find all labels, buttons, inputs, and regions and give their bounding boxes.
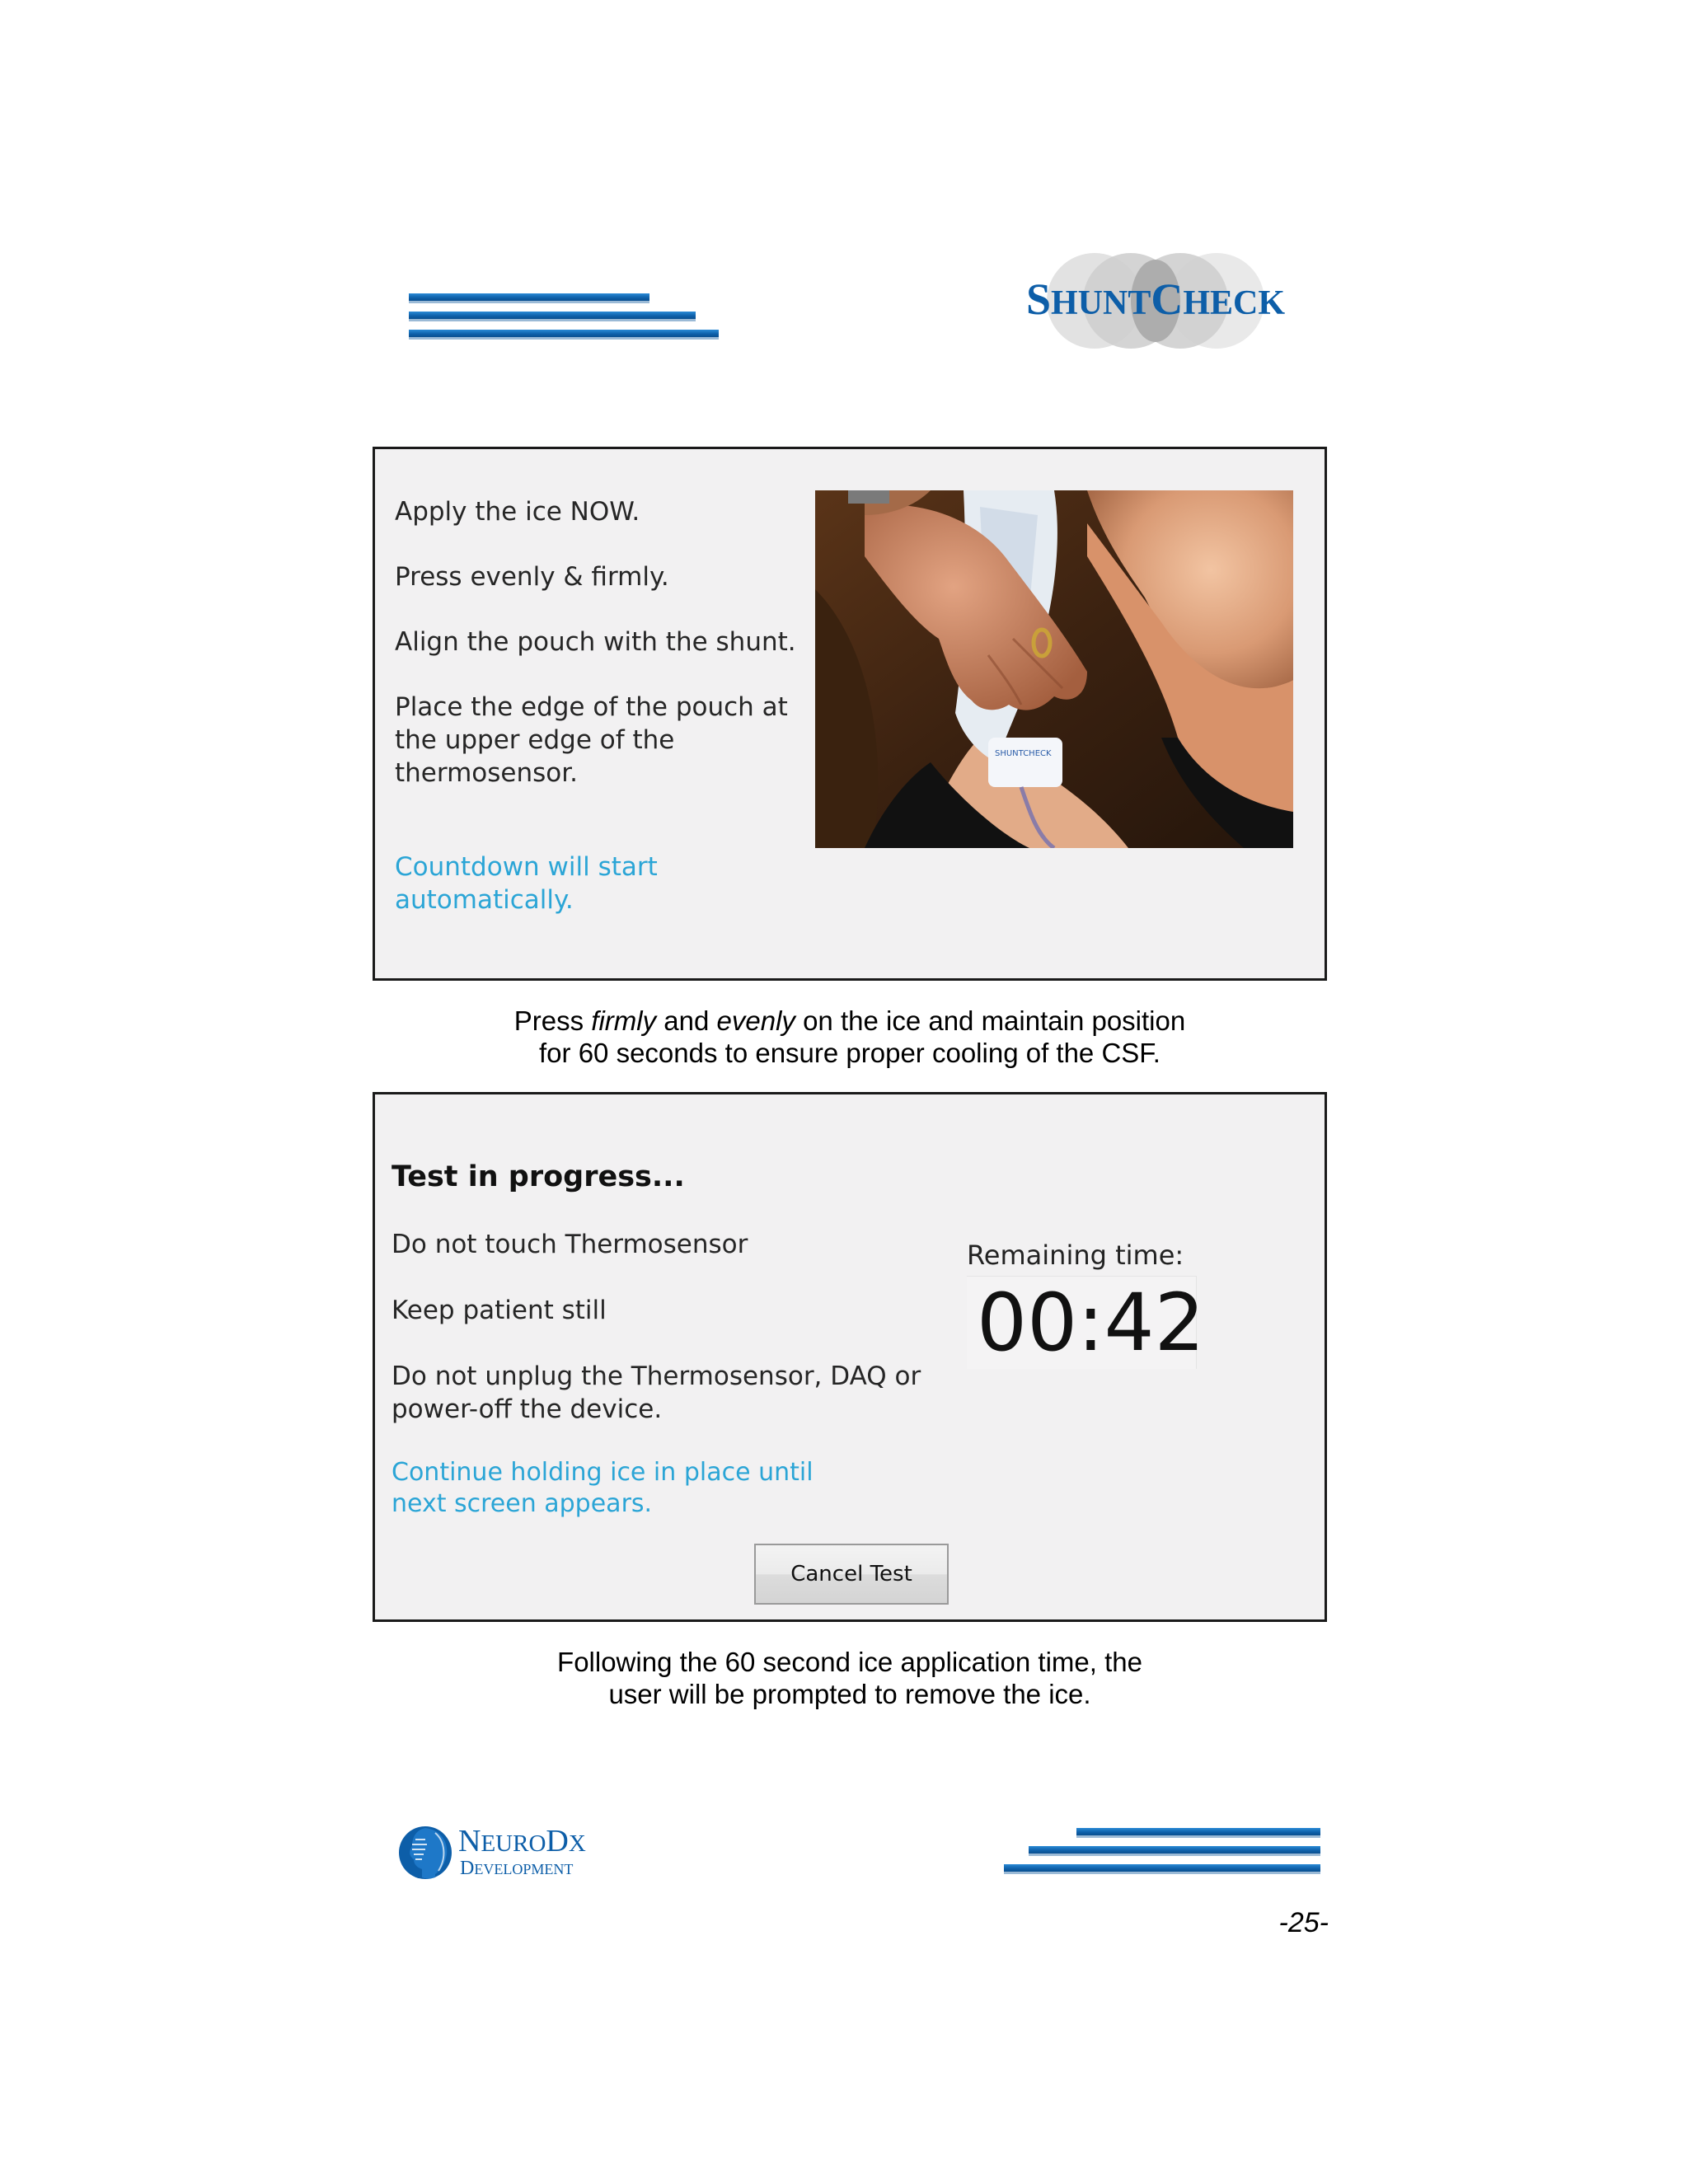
caption2-line-1: Following the 60 second ice application time, the: [557, 1647, 1142, 1677]
neurodx-logo: [397, 1823, 612, 1882]
cancel-test-button[interactable]: Cancel Test: [754, 1544, 949, 1605]
neurodx-head-icon: [397, 1823, 455, 1882]
footer-line-1: [1076, 1828, 1320, 1838]
neurodx-wordmark: NEURODX: [458, 1824, 586, 1858]
footer-decorative-lines: [1004, 1828, 1322, 1877]
development-wordmark: DEVELOPMENT: [460, 1858, 574, 1879]
instruction-press-evenly: Press evenly & firmly.: [395, 562, 669, 592]
countdown-note: Countdown will start automatically.: [395, 852, 658, 915]
timer-display: [967, 1276, 1205, 1369]
instruction-apply-ice: Apply the ice NOW.: [395, 497, 640, 527]
instruction-do-not-unplug: Do not unplug the Thermosensor, DAQ or power-off the device.: [392, 1361, 921, 1424]
ice-application-photo: [815, 490, 1293, 848]
instruction-align-pouch: Align the pouch with the shunt.: [395, 627, 796, 657]
test-progress-heading: Test in progress...: [392, 1160, 685, 1193]
header-line-3: [409, 330, 719, 340]
header-line-2: [409, 312, 696, 321]
header-line-1: [409, 293, 649, 303]
caption-following-ice: [373, 1646, 1327, 1710]
apply-ice-screen: [373, 447, 1327, 981]
remaining-time-label: Remaining time:: [967, 1240, 1184, 1271]
hold-ice-note: Continue holding ice in place until next screen appears.: [392, 1458, 814, 1518]
timer-value: 00:42: [977, 1277, 1205, 1369]
svg-text:SHUNTCHECK: SHUNTCHECK: [995, 749, 1052, 758]
instruction-keep-still: Keep patient still: [392, 1296, 607, 1325]
instruction-place-edge: Place the edge of the pouch at the upper edge of the thermosensor.: [395, 692, 788, 788]
page-number: -25-: [1278, 1907, 1329, 1938]
caption2-line-2: user will be prompted to remove the ice.: [608, 1679, 1091, 1709]
shuntcheck-logo: [1007, 249, 1304, 353]
instruction-do-not-touch: Do not touch Thermosensor: [392, 1230, 748, 1259]
photo-illustration: [815, 490, 1293, 848]
footer-line-3: [1004, 1864, 1320, 1874]
caption-press-firmly: [373, 1005, 1327, 1069]
caption-line-1: Press firmly and evenly on the ice and maintain position: [513, 1005, 1186, 1036]
logo-wordmark: SHUNTCHECK: [1025, 274, 1286, 324]
caption-line-2: for 60 seconds to ensure proper cooling of the CSF.: [539, 1038, 1160, 1068]
footer-line-2: [1029, 1846, 1320, 1856]
header-decorative-lines: [409, 293, 722, 343]
test-in-progress-screen: [373, 1092, 1327, 1622]
